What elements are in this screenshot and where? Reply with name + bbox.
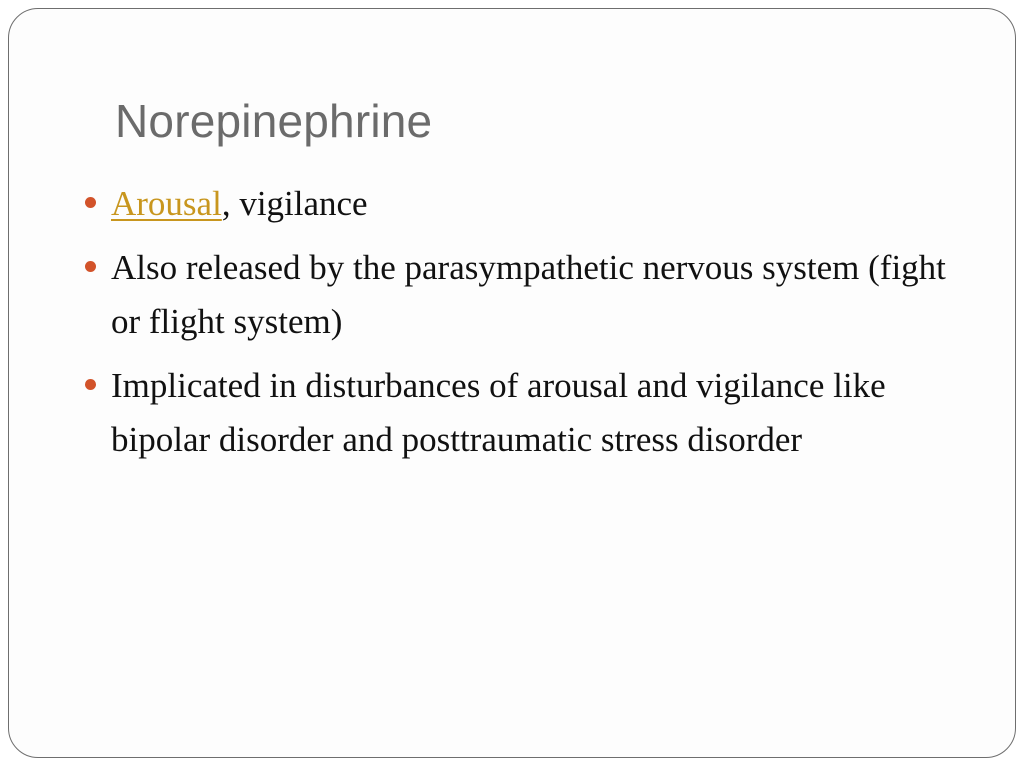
arousal-link[interactable]: Arousal <box>111 184 222 223</box>
bullet-text: Implicated in disturbances of arousal and vigilance like bipolar disorder and posttraumatic stress disorder <box>111 366 886 459</box>
bullet-text: , vigilance <box>221 184 368 223</box>
slide <box>8 8 1016 758</box>
bullet-text: Also released by the parasympathetic nervous system (fight or flight system) <box>111 248 946 341</box>
bullet-dot-icon <box>85 261 96 272</box>
bullet-dot-icon <box>85 197 96 208</box>
bullet-item <box>83 177 963 231</box>
bullet-dot-icon <box>85 379 96 390</box>
bullet-item <box>83 241 963 349</box>
slide-title: Norepinephrine <box>115 95 433 147</box>
bullet-item <box>83 359 963 467</box>
bullet-list <box>83 177 963 477</box>
